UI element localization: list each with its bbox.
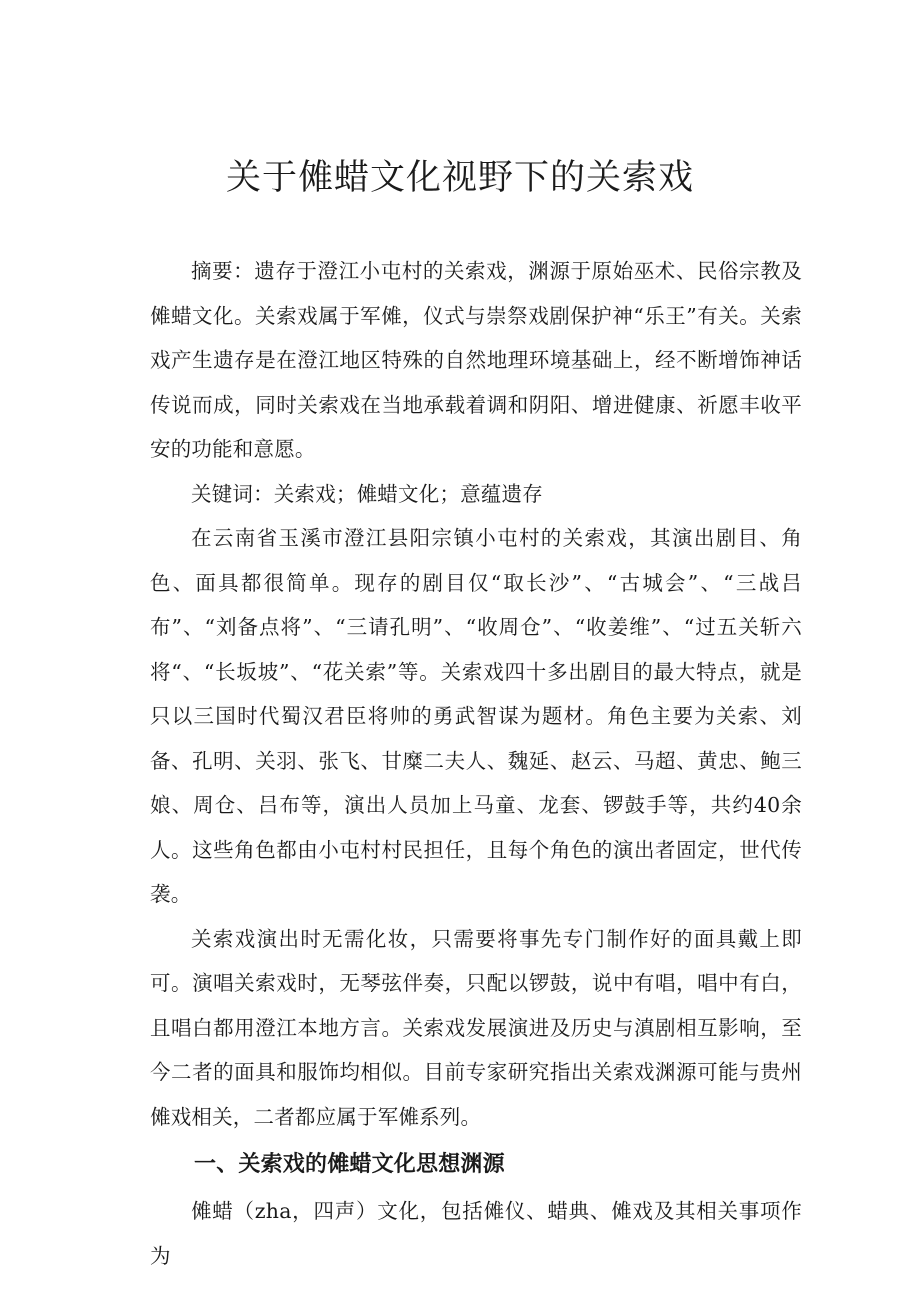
body-paragraph-2: 关索戏演出时无需化妆，只需要将事先专门制作好的面具戴上即可。演唱关索戏时，无琴弦伴奏，只配以锣鼓，说中有唱，唱中有白，且唱白都用澄江本地方言。关索戏发展演进及历史与滇剧相互影响，至今二者的面具和服饰均相似。目前专家研究指出关索戏渊源可能与贵州傩戏相关，二者都应属于军傩系列。 xyxy=(150,926,802,1129)
section-heading-1: 一、关索戏的傩蜡文化思想渊源 xyxy=(194,1152,505,1177)
document-title: 关于傩蜡文化视野下的关索戏 xyxy=(225,158,694,198)
keywords-paragraph: 关键词：关索戏；傩蜡文化；意蕴遗存 xyxy=(191,481,543,506)
abstract-paragraph: 摘要：遗存于澄江小屯村的关索戏，渊源于原始巫术、民俗宗教及傩蜡文化。关索戏属于军傩，仪式与崇祭戏剧保护神“乐王”有关。关索戏产生遗存是在澄江地区特殊的自然地理环境基础上，经不断增饰神话传说而成，同时关索戏在当地承载着调和阴阳、增进健康、祈愿丰收平安的功能和意愿。 xyxy=(150,259,802,461)
body-paragraph-3: 傩蜡（zha，四声）文化，包括傩仪、蜡典、傩戏及其相关事项作为 xyxy=(150,1199,802,1268)
body-paragraph-1: 在云南省玉溪市澄江县阳宗镇小屯村的关索戏，其演出剧目、角色、面具都很简单。现存的剧目仅“取长沙”、“古城会”、“三战吕布”、“刘备点将”、“三请孔明”、“收周仓”、“收姜维”、“过五关斩六将“、“长坂坡”、“花关索”等。关索戏四十多出剧目的最大特点，就是只以三国时代蜀汉君臣将帅的勇武智谋为题材。角色主要为关索、刘备、孔明、关羽、张飞、甘糜二夫人、魏延、赵云、马超、黄忠、鲍三娘、周仓、吕布等，演出人员加上马童、龙套、锣鼓手等，共约40余人。这些角色都由小屯村村民担任，且每个角色的演出者固定，世代传袭。 xyxy=(150,526,802,906)
document-body xyxy=(150,249,802,1278)
